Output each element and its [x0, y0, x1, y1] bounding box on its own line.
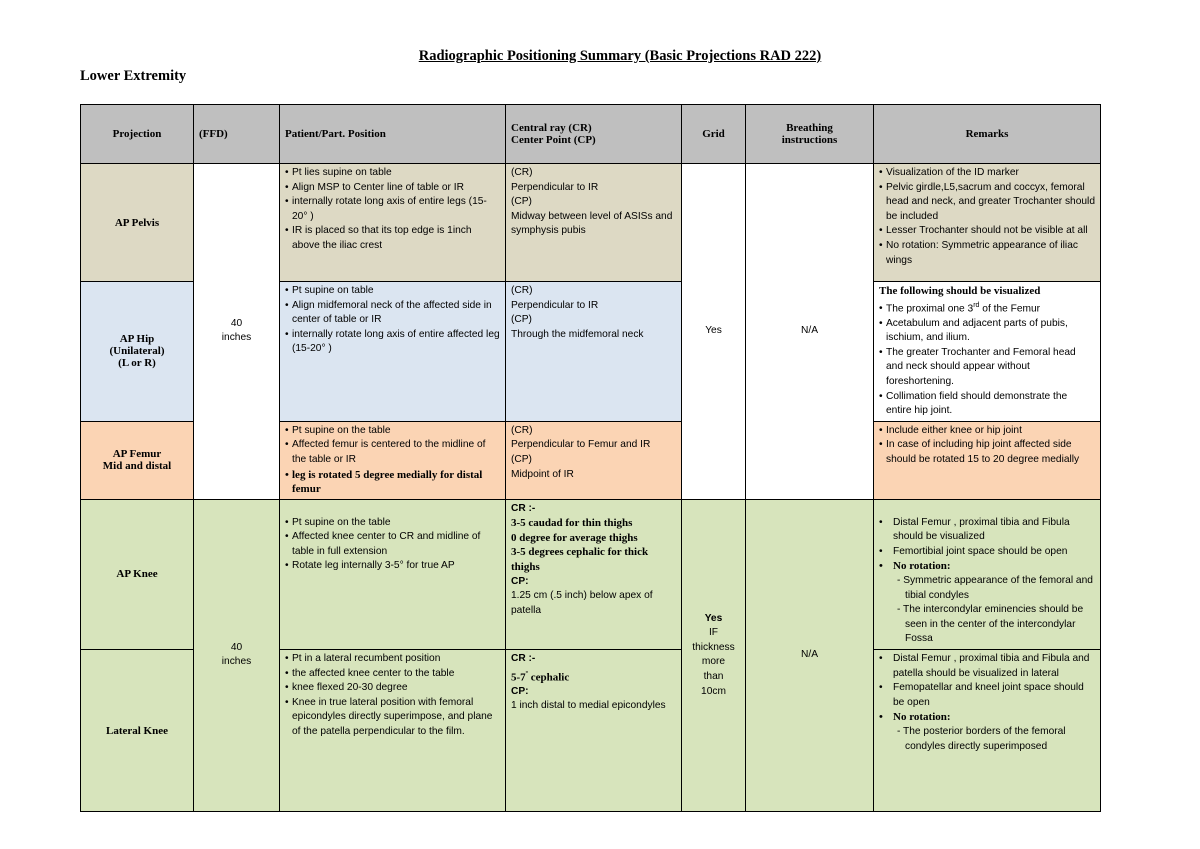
header-row: [81, 105, 1101, 164]
list-item: • knee flexed 20-30 degree: [285, 681, 500, 696]
grid-condition: more: [701, 656, 726, 668]
remarks-ap-pelvis: [874, 164, 1101, 282]
ffd-group1: [194, 164, 280, 500]
cr-instruction: [511, 667, 676, 685]
grid-condition: 10cm: [701, 685, 726, 697]
header-breathing: [746, 105, 874, 164]
grid-group1: Yes: [682, 164, 746, 500]
cp-label: (CP): [511, 196, 532, 208]
grid-condition: thickness: [692, 641, 735, 653]
cp-text: Through the midfemoral neck: [511, 328, 644, 340]
cr-angle: 5-7: [511, 671, 526, 684]
page-title: Radiographic Positioning Summary (Basic Projections RAD 222): [418, 48, 822, 64]
cr-label: (CR): [511, 424, 533, 436]
list-item: • Pt lies supine on table: [285, 166, 500, 181]
ffd-unit: inches: [221, 332, 252, 344]
projection-ap-femur: [81, 421, 194, 499]
list-item: • the affected knee center to the table: [285, 667, 500, 682]
cp-text: 1.25 cm (.5 inch) below apex of patella: [511, 590, 653, 616]
list-item: • Distal Femur , proximal tibia and Fibula should be visualized: [879, 516, 1095, 545]
grid-yes: Yes: [704, 612, 723, 624]
table-row-ap-knee: [81, 499, 1101, 649]
remarks-ap-femur: [874, 421, 1101, 499]
list-item-bold: • No rotation:: [879, 559, 1095, 574]
position-ap-pelvis: [280, 164, 506, 282]
central-ray-ap-hip: [506, 282, 682, 422]
grid-condition: IF: [708, 627, 719, 639]
position-ap-hip: [280, 282, 506, 422]
list-item: • Include either knee or hip joint: [879, 424, 1095, 439]
breathing-group1: N/A: [746, 164, 874, 500]
list-item: • Acetabulum and adjacent parts of pubis, ischium, and ilium.: [879, 317, 1095, 346]
remark-text-end: of the Femur: [979, 302, 1041, 314]
cr-label: CR :-: [511, 653, 536, 665]
cp-label: CP:: [511, 575, 529, 587]
cp-label: (CP): [511, 314, 532, 326]
list-item: • Affected femur is centered to the midline of the table or IR: [285, 438, 500, 467]
list-item: • Femopatellar and kneel joint space should be open: [879, 681, 1095, 710]
list-item-bold: • No rotation:: [879, 710, 1095, 725]
positioning-table: [80, 104, 1101, 812]
header-central-ray: [506, 105, 682, 164]
central-ray-ap-pelvis: [506, 164, 682, 282]
list-item: • internally rotate long axis of entire legs (15-20° ): [285, 195, 500, 224]
cp-text: Midway between level of ASISs and symphysis pubis: [511, 210, 673, 237]
grid-group2: [682, 499, 746, 811]
remark-superscript: rd: [973, 301, 980, 309]
projection-qualifier: Mid and distal: [102, 460, 172, 473]
cp-label: CP:: [511, 685, 529, 697]
projection-qualifier: (Unilateral): [109, 345, 165, 358]
list-item: • Affected knee center to CR and midline of table in full extension: [285, 530, 500, 559]
section-subtitle: Lower Extremity: [80, 68, 187, 84]
ffd-value: 40: [230, 641, 243, 653]
cr-text: Perpendicular to IR: [511, 299, 599, 311]
list-item: • Pelvic girdle,L5,sacrum and coccyx, femoral head and neck, and greater Trochanter should be included: [879, 181, 1095, 225]
projection-ap-hip: [81, 282, 194, 422]
header-breathing-line2: instructions: [781, 134, 838, 146]
cr-degree-sign: º: [525, 669, 528, 678]
list-item: [879, 299, 1095, 317]
position-lateral-knee: [280, 650, 506, 812]
ffd-group2: [194, 499, 280, 811]
list-item: • Align MSP to Center line of table or IR: [285, 181, 500, 196]
cp-label: (CP): [511, 453, 532, 465]
grid-condition: than: [703, 670, 724, 682]
list-item: • The greater Trochanter and Femoral head and neck should appear without foreshortening.: [879, 346, 1095, 390]
header-cr-line2: Center Point (CP): [511, 134, 596, 146]
header-projection: Projection: [81, 105, 194, 164]
list-item: • Align midfemoral neck of the affected side in center of table or IR: [285, 299, 500, 328]
list-item: • Knee in true lateral position with femoral epicondyles directly superimpose, and plane of the patella perpendicular to the film.: [285, 696, 500, 740]
projection-ap-pelvis: AP Pelvis: [81, 164, 194, 282]
sub-item: - The posterior borders of the femoral condyles directly superimposed: [897, 726, 1066, 752]
cr-text: Perpendicular to IR: [511, 181, 599, 193]
header-ffd: (FFD): [194, 105, 280, 164]
projection-lateral-knee: Lateral Knee: [81, 650, 194, 812]
header-position: Patient/Part. Position: [280, 105, 506, 164]
list-item: • Distal Femur , proximal tibia and Fibula and patella should be visualized in lateral: [879, 652, 1095, 681]
list-item: • Pt supine on table: [285, 284, 500, 299]
projection-side: (L or R): [118, 357, 156, 370]
list-item: • No rotation: Symmetric appearance of iliac wings: [879, 239, 1095, 268]
remark-text: The proximal one 3: [886, 302, 974, 314]
cr-label: CR :-: [511, 502, 536, 514]
cr-label: (CR): [511, 167, 533, 178]
list-item: • IR is placed so that its top edge is 1inch above the iliac crest: [285, 224, 500, 253]
remarks-ap-hip: [874, 282, 1101, 422]
position-ap-femur: [280, 421, 506, 499]
sub-item: - Symmetric appearance of the femoral and tibial condyles: [897, 575, 1093, 601]
list-item: • Pt supine on the table: [285, 516, 500, 531]
projection-name: AP Femur: [112, 448, 162, 461]
list-item: • Collimation field should demonstrate the entire hip joint.: [879, 390, 1095, 419]
cr-text: Perpendicular to Femur and IR: [511, 439, 651, 451]
list-item: • In case of including hip joint affected side should be rotated 15 to 20 degree medially: [879, 438, 1095, 467]
list-item-bold: • leg is rotated 5 degree medially for distal femur: [285, 468, 500, 497]
cr-label: (CR): [511, 285, 533, 296]
list-item: • Rotate leg internally 3-5° for true AP: [285, 559, 500, 574]
cp-text: Midpoint of IR: [511, 468, 574, 480]
breathing-group2: N/A: [746, 499, 874, 811]
ffd-value: 40: [230, 317, 243, 329]
cr-instruction: 3-5 degrees cephalic for thick thighs: [511, 546, 649, 574]
sub-item: - The intercondylar eminencies should be seen in the center of the intercondylar Fossa: [897, 604, 1084, 645]
cp-text: 1 inch distal to medial epicondyles: [511, 700, 666, 712]
central-ray-ap-femur: [506, 421, 682, 499]
header-breathing-line1: Breathing: [786, 122, 833, 134]
central-ray-ap-knee: [506, 499, 682, 649]
header-grid: Grid: [682, 105, 746, 164]
remarks-ap-knee: [874, 499, 1101, 649]
list-item: • Pt in a lateral recumbent position: [285, 652, 500, 667]
projection-name: AP Hip: [119, 333, 155, 346]
position-ap-knee: [280, 499, 506, 649]
remarks-lateral-knee: [874, 650, 1101, 812]
projection-ap-knee: AP Knee: [81, 499, 194, 649]
cr-instruction: 3-5 caudad for thin thighs: [511, 517, 633, 530]
table-row-ap-pelvis: [81, 164, 1101, 282]
list-item: • Lesser Trochanter should not be visible at all: [879, 224, 1095, 239]
list-item: • internally rotate long axis of entire affected leg (15-20° ): [285, 328, 500, 357]
list-item: • Femortibial joint space should be open: [879, 545, 1095, 560]
list-item: • Visualization of the ID marker: [879, 166, 1095, 181]
remarks-heading: The following should be visualized: [879, 285, 1041, 297]
ffd-unit: inches: [221, 656, 252, 668]
header-cr-line1: Central ray (CR): [511, 122, 592, 134]
cr-instruction: 0 degree for average thighs: [511, 531, 638, 544]
cr-direction: cephalic: [527, 671, 570, 684]
list-item: • Pt supine on the table: [285, 424, 500, 439]
header-remarks: Remarks: [874, 105, 1101, 164]
central-ray-lateral-knee: [506, 650, 682, 812]
